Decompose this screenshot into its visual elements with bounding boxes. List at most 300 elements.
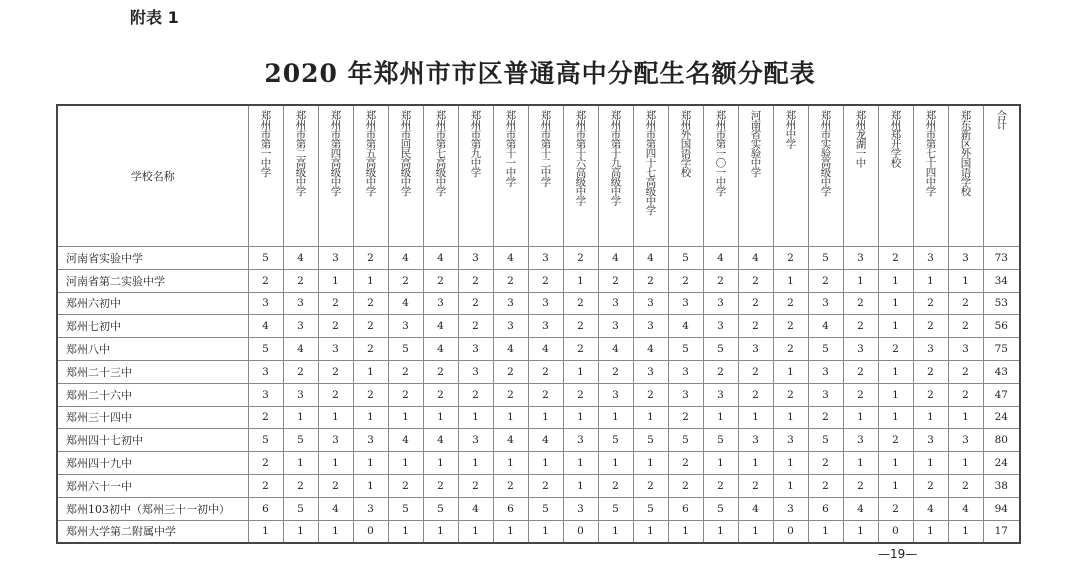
quota-cell: 1 (283, 520, 318, 543)
quota-cell: 5 (283, 497, 318, 520)
quota-cell: 1 (318, 269, 353, 292)
column-header (738, 105, 773, 247)
quota-cell: 2 (248, 269, 283, 292)
quota-cell: 3 (668, 383, 703, 406)
quota-cell: 2 (878, 247, 913, 270)
quota-cell: 2 (598, 360, 633, 383)
quota-cell: 3 (633, 360, 668, 383)
quota-cell: 1 (353, 360, 388, 383)
quota-cell: 6 (808, 497, 843, 520)
column-header (248, 105, 283, 247)
quota-cell: 2 (353, 292, 388, 315)
quota-cell: 2 (878, 429, 913, 452)
quota-cell: 3 (283, 292, 318, 315)
quota-cell: 2 (388, 269, 423, 292)
column-header-label: 郑州外国语学校 (679, 110, 692, 177)
quota-cell: 2 (633, 269, 668, 292)
quota-cell: 3 (388, 315, 423, 338)
quota-cell: 2 (563, 315, 598, 338)
quota-cell: 2 (703, 269, 738, 292)
quota-cell: 1 (528, 406, 563, 429)
quota-cell: 4 (808, 315, 843, 338)
quota-cell: 3 (703, 315, 738, 338)
school-name-cell: 郑州六十一中 (57, 474, 248, 497)
quota-cell: 2 (843, 383, 878, 406)
quota-cell: 2 (913, 292, 948, 315)
quota-cell: 2 (563, 383, 598, 406)
quota-cell: 1 (598, 452, 633, 475)
quota-cell: 4 (423, 247, 458, 270)
quota-cell: 2 (913, 360, 948, 383)
quota-cell: 3 (528, 292, 563, 315)
quota-cell: 5 (283, 429, 318, 452)
quota-cell: 2 (738, 474, 773, 497)
column-header-label: 合计 (995, 110, 1008, 129)
column-header (388, 105, 423, 247)
table-row (57, 292, 1020, 315)
quota-cell: 3 (353, 429, 388, 452)
quota-cell: 1 (493, 520, 528, 543)
quota-cell: 3 (283, 383, 318, 406)
quota-cell: 3 (703, 292, 738, 315)
column-header-label: 郑东新区外国语学校 (959, 110, 972, 196)
quota-cell: 1 (878, 406, 913, 429)
quota-cell: 6 (248, 497, 283, 520)
quota-cell: 2 (843, 474, 878, 497)
quota-cell: 3 (528, 247, 563, 270)
quota-cell: 2 (878, 338, 913, 361)
quota-cell: 4 (493, 429, 528, 452)
quota-cell: 3 (808, 383, 843, 406)
school-name-cell: 郑州四十七初中 (57, 429, 248, 452)
quota-cell: 1 (878, 269, 913, 292)
quota-cell: 1 (703, 520, 738, 543)
quota-cell: 3 (913, 429, 948, 452)
quota-cell: 2 (948, 292, 983, 315)
quota-cell: 2 (458, 383, 493, 406)
table-row (57, 497, 1020, 520)
column-header-label: 郑州市第九中学 (469, 110, 482, 177)
quota-cell: 5 (703, 497, 738, 520)
quota-cell: 4 (388, 247, 423, 270)
quota-cell: 2 (318, 292, 353, 315)
column-header (528, 105, 563, 247)
quota-cell: 5 (633, 429, 668, 452)
quota-cell: 4 (843, 497, 878, 520)
quota-cell: 1 (878, 292, 913, 315)
quota-cell: 1 (563, 360, 598, 383)
quota-cell: 1 (878, 383, 913, 406)
column-header (843, 105, 878, 247)
quota-cell: 5 (703, 429, 738, 452)
quota-cell: 2 (493, 474, 528, 497)
quota-cell: 1 (878, 474, 913, 497)
column-header (423, 105, 458, 247)
school-name-cell: 河南省实验中学 (57, 247, 248, 270)
column-header-label: 郑州市第十一中学 (504, 110, 517, 186)
quota-cell: 5 (668, 247, 703, 270)
quota-cell: 2 (633, 383, 668, 406)
quota-cell: 4 (738, 247, 773, 270)
quota-cell: 1 (353, 474, 388, 497)
quota-cell: 6 (493, 497, 528, 520)
quota-cell: 3 (598, 315, 633, 338)
total-cell: 73 (983, 247, 1020, 270)
quota-cell: 4 (633, 247, 668, 270)
quota-cell: 2 (563, 292, 598, 315)
quota-cell: 5 (248, 338, 283, 361)
quota-cell: 4 (668, 315, 703, 338)
quota-cell: 2 (843, 360, 878, 383)
column-header (913, 105, 948, 247)
quota-cell: 4 (703, 247, 738, 270)
quota-cell: 3 (598, 292, 633, 315)
table-row (57, 247, 1020, 270)
quota-cell: 2 (773, 292, 808, 315)
school-name-cell: 郑州六初中 (57, 292, 248, 315)
total-cell: 94 (983, 497, 1020, 520)
quota-cell: 3 (633, 315, 668, 338)
quota-cell: 1 (948, 269, 983, 292)
quota-cell: 0 (353, 520, 388, 543)
column-header-label: 郑州市第七高级中学 (434, 110, 447, 196)
quota-cell: 2 (808, 406, 843, 429)
quota-cell: 1 (633, 520, 668, 543)
column-header-label: 郑州市第二高级中学 (294, 110, 307, 196)
quota-cell: 3 (493, 292, 528, 315)
quota-cell: 2 (703, 474, 738, 497)
column-header (773, 105, 808, 247)
column-header (633, 105, 668, 247)
quota-cell: 5 (248, 247, 283, 270)
quota-cell: 3 (318, 247, 353, 270)
quota-cell: 2 (318, 315, 353, 338)
quota-cell: 3 (318, 429, 353, 452)
table-row (57, 383, 1020, 406)
quota-cell: 0 (773, 520, 808, 543)
quota-cell: 2 (528, 383, 563, 406)
quota-cell: 2 (773, 338, 808, 361)
quota-cell: 1 (248, 520, 283, 543)
quota-cell: 1 (318, 520, 353, 543)
total-cell: 75 (983, 338, 1020, 361)
quota-cell: 2 (563, 338, 598, 361)
quota-cell: 4 (948, 497, 983, 520)
quota-cell: 2 (458, 269, 493, 292)
column-header (318, 105, 353, 247)
quota-cell: 1 (423, 520, 458, 543)
quota-cell: 2 (843, 315, 878, 338)
quota-cell: 2 (738, 383, 773, 406)
quota-cell: 5 (598, 497, 633, 520)
quota-cell: 1 (913, 406, 948, 429)
quota-cell: 1 (948, 520, 983, 543)
column-header-label: 郑州市第七十四中学 (924, 110, 937, 196)
total-cell: 43 (983, 360, 1020, 383)
quota-cell: 2 (248, 406, 283, 429)
quota-cell: 4 (388, 429, 423, 452)
total-cell: 56 (983, 315, 1020, 338)
table-row (57, 269, 1020, 292)
quota-cell: 1 (773, 406, 808, 429)
quota-cell: 1 (843, 520, 878, 543)
quota-cell: 5 (598, 429, 633, 452)
column-header-label: 郑州市回民高级中学 (399, 110, 412, 196)
quota-cell: 1 (668, 520, 703, 543)
quota-cell: 3 (458, 247, 493, 270)
quota-cell: 1 (738, 406, 773, 429)
quota-cell: 1 (388, 452, 423, 475)
quota-cell: 2 (948, 474, 983, 497)
quota-cell: 3 (948, 247, 983, 270)
quota-cell: 3 (458, 360, 493, 383)
quota-cell: 4 (423, 429, 458, 452)
column-header-label: 郑州市第四十七高级中学 (644, 110, 657, 215)
quota-cell: 1 (633, 452, 668, 475)
column-header-label: 郑州郑开学校 (889, 110, 902, 167)
quota-cell: 2 (353, 247, 388, 270)
quota-cell: 2 (773, 383, 808, 406)
table-row (57, 360, 1020, 383)
quota-cell: 2 (318, 474, 353, 497)
quota-cell: 2 (703, 360, 738, 383)
total-cell: 24 (983, 406, 1020, 429)
quota-cell: 1 (528, 520, 563, 543)
quota-cell: 4 (283, 247, 318, 270)
quota-cell: 2 (948, 315, 983, 338)
school-name-cell: 郑州103初中（郑州三十一初中） (57, 497, 248, 520)
quota-cell: 3 (773, 429, 808, 452)
total-cell: 34 (983, 269, 1020, 292)
quota-cell: 1 (423, 452, 458, 475)
quota-cell: 1 (738, 452, 773, 475)
quota-cell: 4 (528, 338, 563, 361)
quota-cell: 2 (388, 383, 423, 406)
table-row (57, 315, 1020, 338)
total-cell: 47 (983, 383, 1020, 406)
column-header (703, 105, 738, 247)
quota-cell: 2 (423, 383, 458, 406)
quota-cell: 3 (563, 497, 598, 520)
quota-cell: 1 (458, 406, 493, 429)
quota-cell: 3 (353, 497, 388, 520)
quota-cell: 2 (493, 383, 528, 406)
column-header (983, 105, 1020, 247)
quota-cell: 1 (493, 452, 528, 475)
quota-cell: 5 (668, 429, 703, 452)
quota-cell: 1 (318, 406, 353, 429)
quota-cell: 2 (668, 474, 703, 497)
quota-cell: 4 (598, 247, 633, 270)
school-name-cell: 郑州四十九中 (57, 452, 248, 475)
quota-cell: 4 (738, 497, 773, 520)
quota-cell: 4 (458, 497, 493, 520)
quota-cell: 1 (353, 406, 388, 429)
quota-cell: 2 (808, 474, 843, 497)
quota-cell: 2 (248, 452, 283, 475)
quota-cell: 3 (703, 383, 738, 406)
quota-cell: 2 (423, 360, 458, 383)
quota-cell: 1 (913, 452, 948, 475)
quota-cell: 3 (563, 429, 598, 452)
school-name-cell: 郑州二十六中 (57, 383, 248, 406)
quota-cell: 2 (528, 269, 563, 292)
quota-cell: 2 (598, 474, 633, 497)
quota-cell: 2 (353, 383, 388, 406)
quota-cell: 1 (563, 474, 598, 497)
quota-cell: 1 (773, 360, 808, 383)
corner-header: 学校名称 (57, 105, 248, 247)
quota-cell: 0 (563, 520, 598, 543)
quota-cell: 3 (633, 292, 668, 315)
quota-cell: 5 (388, 338, 423, 361)
column-header (283, 105, 318, 247)
quota-cell: 2 (423, 474, 458, 497)
quota-cell: 1 (913, 269, 948, 292)
quota-cell: 2 (388, 360, 423, 383)
total-cell: 80 (983, 429, 1020, 452)
quota-cell: 1 (773, 452, 808, 475)
quota-cell: 5 (808, 338, 843, 361)
quota-cell: 5 (668, 338, 703, 361)
column-header (563, 105, 598, 247)
quota-cell: 4 (283, 338, 318, 361)
quota-cell: 1 (773, 474, 808, 497)
quota-cell: 4 (598, 338, 633, 361)
column-header (598, 105, 633, 247)
quota-cell: 3 (493, 315, 528, 338)
table-row (57, 474, 1020, 497)
column-header-label: 郑州市第一中学 (259, 110, 272, 177)
quota-cell: 3 (843, 338, 878, 361)
quota-cell: 1 (388, 406, 423, 429)
quota-cell: 4 (493, 338, 528, 361)
quota-cell: 4 (423, 338, 458, 361)
quota-cell: 1 (423, 406, 458, 429)
quota-cell: 1 (948, 406, 983, 429)
column-header (668, 105, 703, 247)
quota-cell: 5 (423, 497, 458, 520)
quota-cell: 2 (843, 292, 878, 315)
quota-cell: 4 (248, 315, 283, 338)
quota-cell: 3 (738, 429, 773, 452)
table-row (57, 520, 1020, 543)
quota-cell: 2 (493, 269, 528, 292)
quota-cell: 4 (528, 429, 563, 452)
quota-cell: 2 (668, 406, 703, 429)
quota-cell: 1 (598, 520, 633, 543)
quota-cell: 1 (563, 406, 598, 429)
school-name-cell: 郑州七初中 (57, 315, 248, 338)
quota-cell: 2 (458, 292, 493, 315)
page-number: —19— (878, 547, 918, 561)
school-name-cell: 河南省第二实验中学 (57, 269, 248, 292)
quota-cell: 2 (913, 315, 948, 338)
quota-cell: 2 (283, 269, 318, 292)
quota-cell: 2 (913, 383, 948, 406)
quota-cell: 1 (738, 520, 773, 543)
quota-cell: 4 (423, 315, 458, 338)
quota-cell: 2 (458, 315, 493, 338)
quota-cell: 3 (808, 360, 843, 383)
quota-cell: 2 (248, 474, 283, 497)
quota-cell: 2 (773, 315, 808, 338)
column-header-label: 郑州市第十六高级中学 (574, 110, 587, 205)
quota-cell: 2 (283, 474, 318, 497)
quota-cell: 3 (668, 360, 703, 383)
quota-cell: 3 (948, 429, 983, 452)
quota-cell: 2 (668, 269, 703, 292)
quota-cell: 4 (633, 338, 668, 361)
column-header (948, 105, 983, 247)
quota-cell: 1 (458, 452, 493, 475)
school-name-cell: 郑州三十四中 (57, 406, 248, 429)
quota-cell: 3 (423, 292, 458, 315)
quota-cell: 5 (633, 497, 668, 520)
quota-cell: 2 (318, 360, 353, 383)
school-name-cell: 郑州八中 (57, 338, 248, 361)
quota-cell: 4 (913, 497, 948, 520)
quota-cell: 2 (878, 497, 913, 520)
quota-cell: 3 (948, 338, 983, 361)
column-header-label: 郑州市第十二中学 (539, 110, 552, 186)
quota-cell: 4 (493, 247, 528, 270)
quota-cell: 1 (318, 452, 353, 475)
quota-cell: 5 (248, 429, 283, 452)
quota-cell: 1 (773, 269, 808, 292)
total-cell: 17 (983, 520, 1020, 543)
table-row (57, 338, 1020, 361)
quota-cell: 2 (808, 452, 843, 475)
quota-cell: 1 (878, 452, 913, 475)
quota-cell: 2 (528, 474, 563, 497)
quota-cell: 2 (668, 452, 703, 475)
quota-cell: 1 (633, 406, 668, 429)
column-header-label: 郑州市第四高级中学 (329, 110, 342, 196)
quota-cell: 2 (318, 383, 353, 406)
quota-cell: 5 (703, 338, 738, 361)
quota-cell: 3 (773, 497, 808, 520)
quota-table (56, 104, 1021, 544)
quota-cell: 3 (913, 247, 948, 270)
quota-cell: 2 (388, 474, 423, 497)
quota-cell: 4 (388, 292, 423, 315)
quota-cell: 1 (843, 452, 878, 475)
quota-cell: 3 (248, 360, 283, 383)
quota-cell: 2 (353, 315, 388, 338)
quota-cell: 2 (283, 360, 318, 383)
quota-cell: 0 (878, 520, 913, 543)
quota-cell: 3 (843, 429, 878, 452)
column-header (878, 105, 913, 247)
quota-cell: 2 (598, 269, 633, 292)
quota-cell: 3 (283, 315, 318, 338)
quota-cell: 1 (808, 520, 843, 543)
quota-cell: 2 (423, 269, 458, 292)
quota-cell: 1 (388, 520, 423, 543)
column-header (458, 105, 493, 247)
quota-cell: 2 (563, 247, 598, 270)
total-cell: 24 (983, 452, 1020, 475)
column-header-label: 郑州龙湖一中 (854, 110, 867, 167)
quota-cell: 2 (738, 292, 773, 315)
quota-cell: 3 (668, 292, 703, 315)
total-cell: 38 (983, 474, 1020, 497)
quota-cell: 1 (563, 269, 598, 292)
column-header-label: 郑州市实验高级中学 (819, 110, 832, 196)
quota-cell: 4 (318, 497, 353, 520)
page-title: 2020 年郑州市市区普通高中分配生名额分配表 (264, 59, 816, 88)
